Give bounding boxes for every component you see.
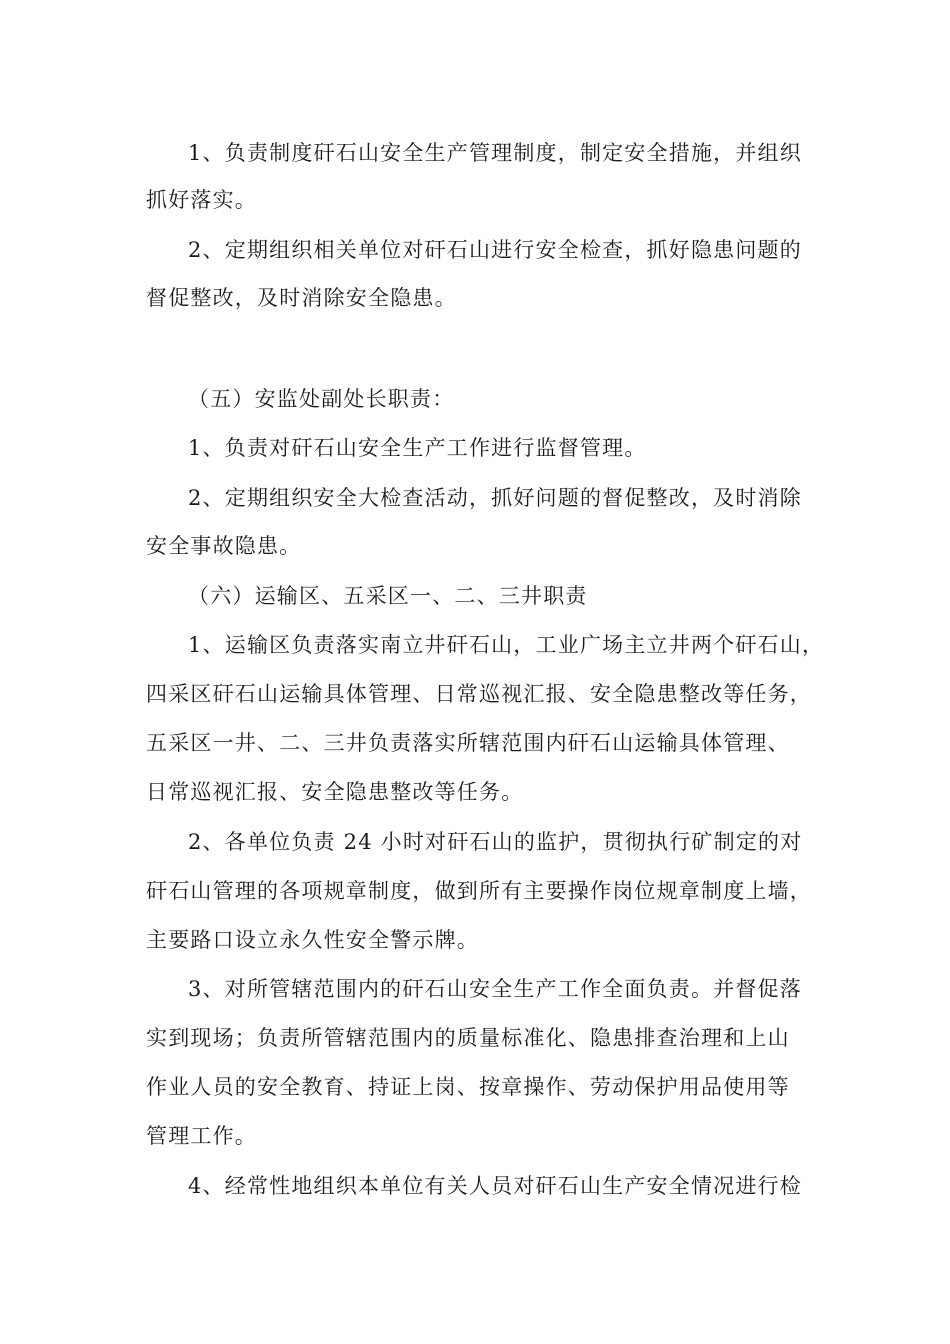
paragraph-line: 2、定期组织相关单位对矸石山进行安全检查，抓好隐患问题的 <box>188 238 802 262</box>
paragraph-line: 管理工作。 <box>146 1124 257 1148</box>
paragraph-line: 抓好落实。 <box>146 188 257 212</box>
paragraph-line: 督促整改，及时消除安全隐患。 <box>146 286 457 310</box>
paragraph-line: 2、定期组织安全大检查活动，抓好问题的督促整改，及时消除 <box>188 486 802 510</box>
paragraph-line: 日常巡视汇报、安全隐患整改等任务。 <box>146 780 524 804</box>
paragraph-line: 1、负责对矸石山安全生产工作进行监督管理。 <box>188 436 647 460</box>
paragraph-line: 四采区矸石山运输具体管理、日常巡视汇报、安全隐患整改等任务， <box>146 682 812 706</box>
paragraph-line: 安全事故隐患。 <box>146 534 302 558</box>
section-heading: （六）运输区、五采区一、二、三井职责 <box>188 584 588 608</box>
paragraph-line: 1、负责制度矸石山安全生产管理制度，制定安全措施，并组织 <box>188 141 802 165</box>
paragraph-line: 矸石山管理的各项规章制度，做到所有主要操作岗位规章制度上墙， <box>146 879 812 903</box>
paragraph-line: 4、经常性地组织本单位有关人员对矸石山生产安全情况进行检 <box>188 1174 802 1198</box>
paragraph-line: 五采区一井、二、三井负责落实所辖范围内矸石山运输具体管理、 <box>146 731 790 755</box>
paragraph-line: 主要路口设立永久性安全警示牌。 <box>146 928 479 952</box>
paragraph-line: 1、运输区负责落实南立井矸石山，工业广场主立井两个矸石山， <box>188 633 825 657</box>
section-heading: （五）安监处副处长职责： <box>188 387 455 411</box>
paragraph-line: 实到现场；负责所管辖范围内的质量标准化、隐患排查治理和上山 <box>146 1026 790 1050</box>
paragraph-line: 3、对所管辖范围内的矸石山安全生产工作全面负责。并督促落 <box>188 977 802 1001</box>
paragraph-line: 2、各单位负责 24 小时对矸石山的监护，贯彻执行矿制定的对 <box>188 830 803 854</box>
paragraph-line: 作业人员的安全教育、持证上岗、按章操作、劳动保护用品使用等 <box>146 1075 790 1099</box>
